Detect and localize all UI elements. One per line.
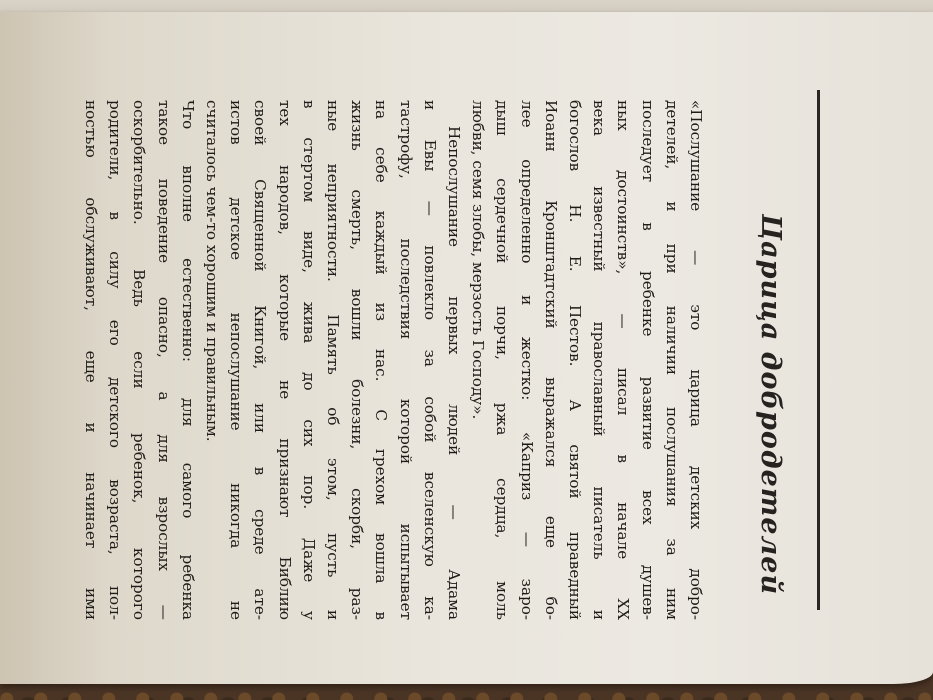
text-line: детелей, и при наличии послушания за ним: [662, 100, 681, 620]
text-line: века известный православный писатель и: [590, 100, 609, 620]
text-line: считалось чем-то хорошим и правильным.: [202, 100, 221, 442]
text-line: истов детское непослушание никогда не: [227, 100, 246, 620]
text-line: тастрофу, последствия которой испытывает: [396, 100, 415, 620]
text-line: в стертом виде, жива до сих пор. Даже у: [299, 100, 318, 620]
text-line: Иоанн Кронштадтский выражался еще бо-: [541, 100, 560, 620]
text-line: любви, семя злобы, мерзость Господу».: [469, 100, 488, 420]
text-line: ных достоинств», — писал в начале XX: [614, 100, 633, 620]
text-line: жизнь смерть, вошли болезни, скорби, раз-: [348, 100, 367, 620]
text-line: на себе каждый из нас. С грехом вошла в: [372, 100, 391, 620]
text-line: и Евы — повлекло за собой вселенскую ка-: [420, 100, 439, 620]
text-line: родители, в силу его детского возраста, пол-: [106, 100, 125, 620]
text-line: тех народов, которые не признают Библию: [275, 100, 294, 620]
text-line: ностью обслуживают, еще и начинает ими: [81, 100, 100, 620]
text-line: оскорбительно. Ведь если ребенок, которого: [130, 100, 149, 620]
text-line: Что вполне естественно: для самого ребенка: [178, 100, 197, 620]
text-line: своей Священной Книгой, или в среде ате-: [251, 100, 270, 620]
text-line: Непослушание первых людей — Адама: [444, 126, 463, 620]
book-page: [0, 12, 933, 684]
chapter-heading: Царица добродетелей: [755, 214, 786, 596]
header-rule: [817, 90, 820, 610]
text-line: последует в ребенке развитие всех душев-: [638, 100, 657, 620]
text-line: лее определенно и жестко: «Каприз — заро-: [517, 100, 536, 620]
text-line: дыш сердечной порчи, ржа сердца, моль: [493, 100, 512, 620]
text-line: такое поведение опасно, а для взрослых —: [154, 100, 173, 620]
text-line: «Послушание — это царица детских добро-: [687, 100, 705, 620]
text-line: ные неприятности. Память об этом, пусть и: [323, 100, 342, 620]
page-content-rotated: [26, 50, 906, 670]
body-text: [79, 100, 708, 620]
text-line: богослов Н. Е. Пестов. А святой праведный: [565, 100, 584, 620]
